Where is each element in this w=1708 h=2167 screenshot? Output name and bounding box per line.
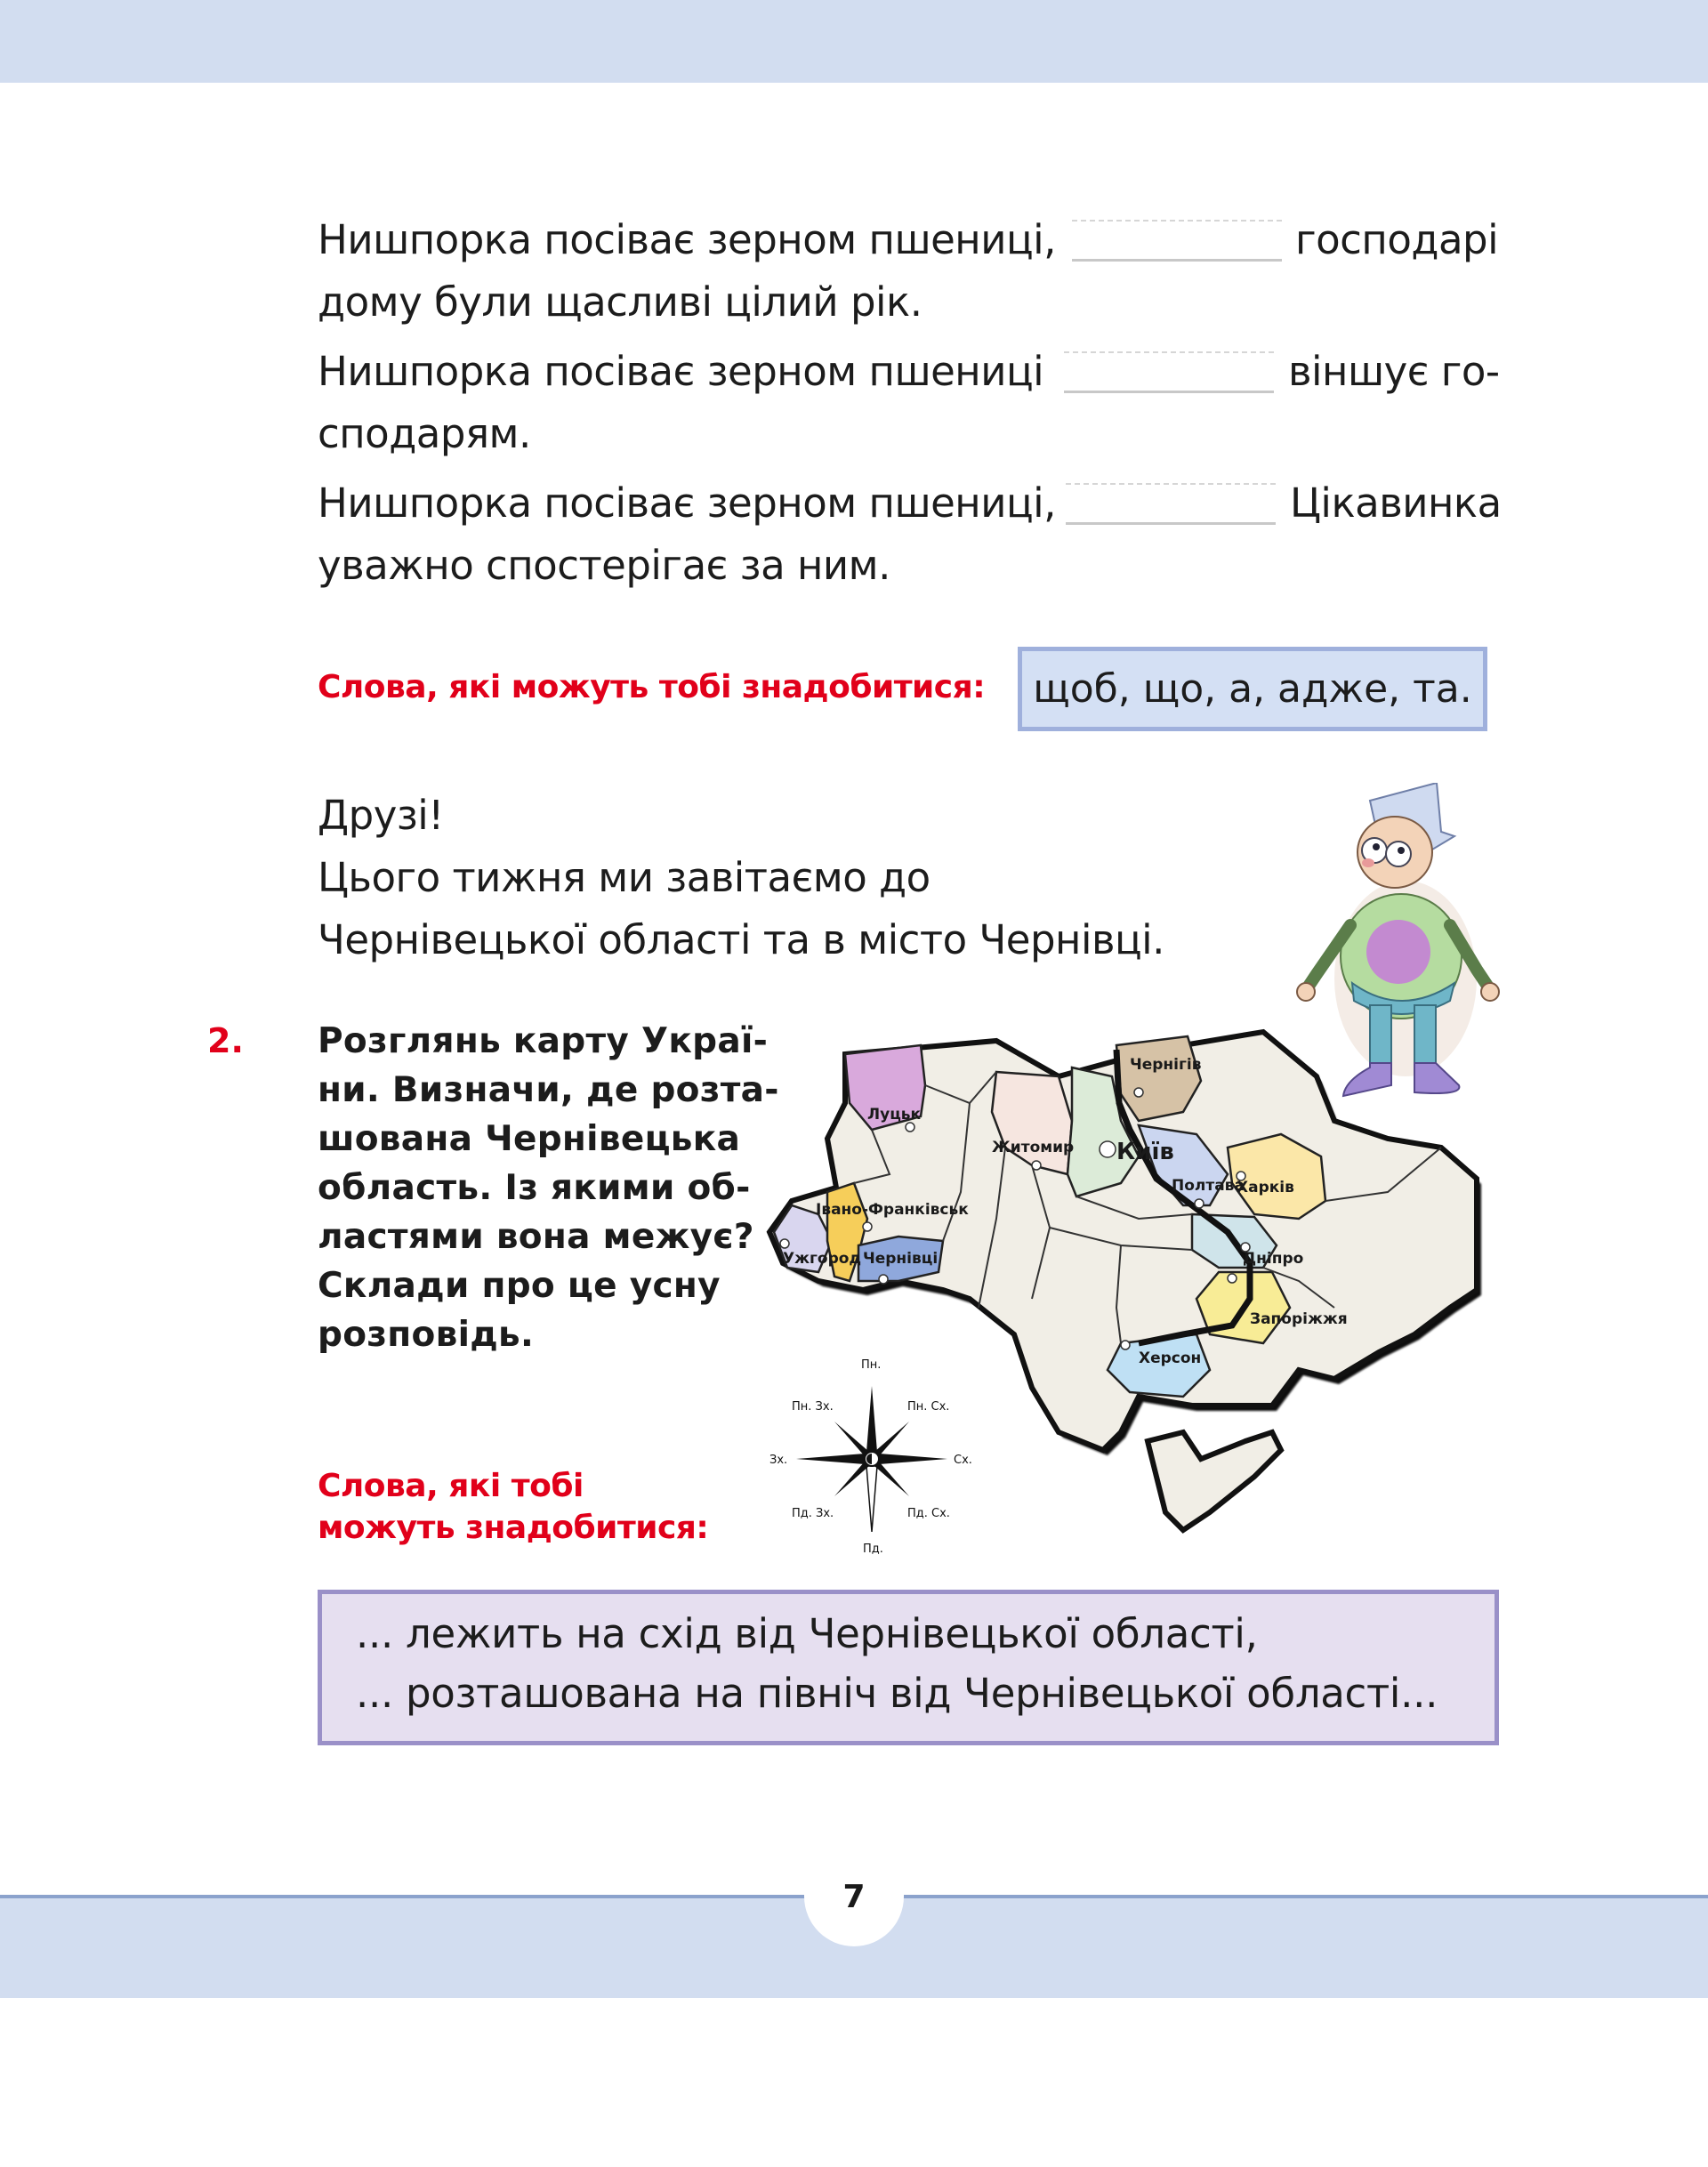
hint-label-2-line-1: Слова, які тобі bbox=[318, 1468, 584, 1504]
hint-label-2-line-2: можуть знадобитися: bbox=[318, 1510, 709, 1546]
label-lutsk: Луцьк bbox=[867, 1106, 922, 1124]
intro-greeting: Друзі! bbox=[318, 792, 444, 839]
intro-line-2: Чернівецької області та в місто Чернівці. bbox=[318, 916, 1164, 963]
compass-southeast: Пд. Сх. bbox=[907, 1507, 950, 1520]
phrases-box bbox=[318, 1590, 1499, 1745]
exercise-2-line-6: Склади про це усну bbox=[318, 1266, 721, 1306]
exercise-2-line-3: шована Чернівецька bbox=[318, 1119, 741, 1159]
blank-field-2[interactable] bbox=[1064, 391, 1274, 393]
compass-northeast: Пн. Сх. bbox=[907, 1400, 950, 1414]
compass-southwest: Пд. Зх. bbox=[792, 1507, 834, 1520]
label-uzhhorod: Ужгород bbox=[783, 1250, 862, 1268]
exercise-2-line-2: ни. Визначи, де розта- bbox=[318, 1070, 779, 1110]
label-chernivtsi: Чернівці bbox=[863, 1250, 939, 1268]
sentence-2-after: віншує го- bbox=[1288, 348, 1500, 395]
label-ivano-frankivsk: Івано-Франківськ bbox=[816, 1201, 969, 1219]
crimea-region bbox=[1148, 1432, 1281, 1530]
exercise-2-line-1: Розглянь карту Украї- bbox=[318, 1021, 769, 1061]
compass-north: Пн. bbox=[861, 1358, 882, 1372]
label-dnipro: Дніпро bbox=[1243, 1250, 1304, 1268]
label-kharkiv: Харків bbox=[1237, 1179, 1294, 1196]
intro-line-1: Цього тижня ми завітаємо до bbox=[318, 854, 931, 901]
exercise-2-number: 2. bbox=[207, 1021, 244, 1060]
sentence-1-continuation: дому були щасливі цілий рік. bbox=[318, 278, 922, 326]
blank-field-1[interactable] bbox=[1072, 259, 1282, 262]
label-kherson: Херсон bbox=[1139, 1349, 1202, 1367]
hint-words-box bbox=[1018, 647, 1487, 731]
label-poltava: Полтава bbox=[1172, 1177, 1245, 1195]
hint-words: щоб, що, а, адже, та. bbox=[1033, 666, 1472, 712]
sentence-3-continuation: уважно спостерігає за ним. bbox=[318, 542, 890, 589]
sentence-1-after: господарі bbox=[1295, 216, 1499, 263]
hint-label-1: Слова, які можуть тобі знадобитися: bbox=[318, 669, 986, 705]
page-number: 7 bbox=[842, 1879, 866, 1915]
exercise-2-line-4: область. Із якими об- bbox=[318, 1168, 751, 1208]
compass-south: Пд. bbox=[863, 1543, 883, 1556]
sentence-2-before: Нишпорка посіває зерном пшениці bbox=[318, 348, 1044, 395]
label-kyiv: Київ bbox=[1116, 1139, 1174, 1165]
phrase-2: ... розташована на північ від Чернівецької області... bbox=[356, 1670, 1438, 1717]
header-band bbox=[0, 0, 1708, 83]
phrase-1: ... лежить на схід від Чернівецької області, bbox=[356, 1610, 1258, 1657]
blank-field-3[interactable] bbox=[1066, 522, 1276, 525]
sentence-3-before: Нишпорка посіває зерном пшениці, bbox=[318, 479, 1056, 527]
sentence-3-after: Цікавинка bbox=[1290, 479, 1502, 527]
sentence-1-line-1 bbox=[318, 209, 1056, 271]
label-chernihiv: Чернігів bbox=[1130, 1056, 1202, 1074]
compass-rose-icon bbox=[765, 1343, 996, 1557]
exercise-2-line-5: ластями вона межує? bbox=[318, 1217, 754, 1257]
compass-west: Зх. bbox=[769, 1454, 788, 1467]
label-zaporizhzhia: Запоріжжя bbox=[1250, 1310, 1348, 1328]
compass-east: Сх. bbox=[954, 1454, 972, 1467]
sentence-1-before: Нишпорка посіває зерном пшениці, bbox=[318, 216, 1056, 263]
exercise-2-line-7: розповідь. bbox=[318, 1315, 535, 1355]
label-zhytomyr: Житомир bbox=[992, 1139, 1075, 1156]
sentence-2-continuation: сподарям. bbox=[318, 410, 531, 457]
compass-northwest: Пн. Зх. bbox=[792, 1400, 834, 1414]
